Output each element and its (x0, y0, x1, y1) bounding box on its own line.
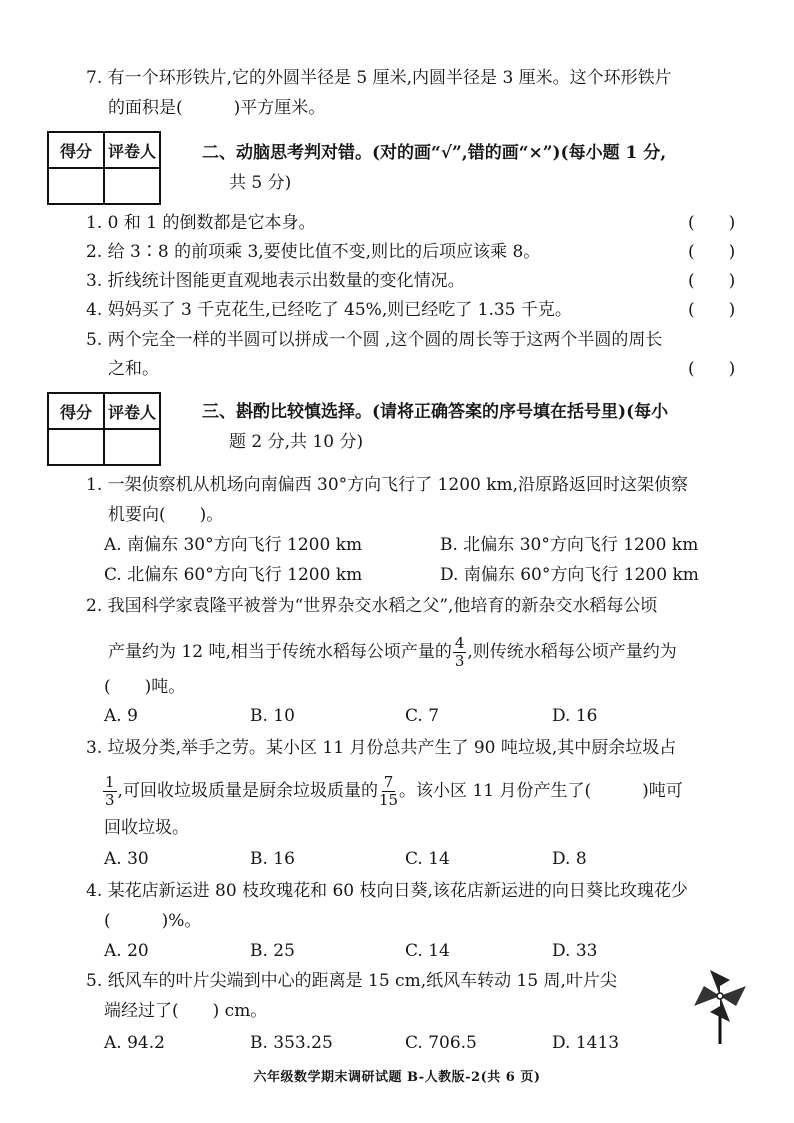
mc-q5-line-1: 5. 纸风车的叶片尖端到中心的距离是 15 cm,纸风车转动 15 周,叶片尖 (86, 971, 617, 991)
judge-item-5-cont: 之和。 (108, 359, 159, 379)
mc-q1-option-c: C. 北偏东 60°方向飞行 1200 km (104, 565, 363, 585)
score-label: 得分 (48, 132, 104, 168)
mc-q3-text-b: 。该小区 11 月份产生了( )吨可 (399, 781, 683, 801)
mc-q2-option-b: B. 10 (250, 706, 295, 726)
mc-q1-option-d: D. 南偏东 60°方向飞行 1200 km (440, 565, 699, 585)
mc-q4-option-b: B. 25 (250, 941, 295, 961)
mc-q4-line-1: 4. 某花店新运进 80 枝玫瑰花和 60 枝向日葵,该花店新运进的向日葵比玫瑰花少 (86, 881, 688, 901)
mc-q4-option-c: C. 14 (405, 941, 450, 961)
mc-q2-option-a: A. 9 (104, 706, 138, 726)
section-3-title-1: 三、斟酌比较慎选择。(请将正确答案的序号填在括号里)(每小 (202, 402, 669, 422)
mc-q3-line-3: 回收垃圾。 (104, 818, 189, 838)
mc-q1-line-2: 机要向( )。 (108, 505, 224, 525)
score-box-section-3 (47, 392, 161, 466)
mc-q2-option-d: D. 16 (552, 706, 598, 726)
answer-paren: ( ) (688, 271, 736, 291)
section-2-title-2: 共 5 分) (229, 173, 292, 193)
score-cell (48, 168, 104, 204)
mc-q3-option-d: D. 8 (552, 849, 587, 869)
mc-q1-option-a: A. 南偏东 30°方向飞行 1200 km (104, 535, 363, 555)
q7-line-2: 的面积是( )平方厘米。 (108, 98, 326, 118)
grader-cell (104, 429, 160, 465)
mc-q4-option-a: A. 20 (104, 941, 149, 961)
mc-q5-option-b: B. 353.25 (250, 1033, 333, 1053)
mc-q1-line-1: 1. 一架侦察机从机场向南偏西 30°方向飞行了 1200 km,沿原路返回时这架侦察 (86, 475, 689, 495)
judge-item-3: 3. 折线统计图能更直观地表示出数量的变化情况。 (86, 271, 465, 291)
page-footer: 六年级数学期末调研试题 B-人教版-2(共 6 页) (253, 1070, 541, 1085)
mc-q5-line-2: 端经过了( ) cm。 (104, 1001, 268, 1021)
answer-paren: ( ) (688, 300, 736, 320)
judge-item-5: 5. 两个完全一样的半圆可以拼成一个圆 ,这个圆的周长等于这两个半圆的周长 (86, 330, 663, 350)
mc-q4-option-d: D. 33 (552, 941, 598, 961)
answer-paren: ( ) (688, 359, 736, 379)
judge-item-1: 1. 0 和 1 的倒数都是它本身。 (86, 213, 316, 233)
fraction-seven-fifteenths (379, 774, 398, 809)
fraction-numerator: 7 (383, 773, 394, 791)
mc-q2-option-c: C. 7 (405, 706, 440, 726)
section-2-title-1: 二、动脑思考判对错。(对的画“√”,错的画“×”)(每小题 1 分, (202, 143, 667, 163)
mc-q2-text-a: 产量约为 12 吨,相当于传统水稻每公顷产量的 (108, 642, 452, 662)
answer-paren: ( ) (688, 213, 736, 233)
fraction-denominator: 15 (378, 791, 399, 809)
pinwheel-icon (690, 966, 750, 1046)
mc-q5-option-c: C. 706.5 (405, 1033, 477, 1053)
mc-q5-option-a: A. 94.2 (104, 1033, 165, 1053)
fraction-numerator: 1 (105, 773, 115, 791)
mc-q2-line-1: 2. 我国科学家袁隆平被誉为“世界杂交水稻之父”,他培育的新杂交水稻每公顷 (86, 596, 658, 616)
mc-q1-option-b: B. 北偏东 30°方向飞行 1200 km (440, 535, 699, 555)
grader-label: 评卷人 (104, 393, 160, 429)
grader-label: 评卷人 (104, 132, 160, 168)
judge-item-4: 4. 妈妈买了 3 千克花生,已经吃了 45%,则已经吃了 1.35 千克。 (86, 300, 572, 320)
mc-q3-option-c: C. 14 (405, 849, 450, 869)
fraction-denominator: 3 (454, 652, 465, 670)
score-label: 得分 (48, 393, 104, 429)
fraction-denominator: 3 (105, 791, 115, 809)
mc-q3-option-a: A. 30 (104, 849, 149, 869)
judge-item-2: 2. 给 3∶8 的前项乘 3,要使比值不变,则比的后项应该乘 8。 (86, 242, 541, 262)
mc-q3-line-2 (102, 771, 683, 811)
mc-q3-line-1: 3. 垃圾分类,举手之劳。某小区 11 月份总共产生了 90 吨垃圾,其中厨余垃圾占 (86, 738, 677, 758)
grader-cell (104, 168, 160, 204)
mc-q4-line-2: ( )%。 (104, 911, 202, 931)
fraction-four-thirds (453, 635, 467, 670)
answer-paren: ( ) (688, 242, 736, 262)
fraction-one-third (103, 774, 117, 809)
q7-line-1: 7. 有一个环形铁片,它的外圆半径是 5 厘米,内圆半径是 3 厘米。这个环形铁片 (86, 68, 672, 88)
mc-q2-line-2 (108, 632, 677, 672)
mc-q2-line-3: ( )吨。 (104, 677, 186, 697)
mc-q2-text-b: ,则传统水稻每公顷产量约为 (467, 642, 677, 662)
mc-q5-option-d: D. 1413 (552, 1033, 620, 1053)
fraction-numerator: 4 (454, 634, 465, 652)
score-box-section-2 (47, 131, 161, 205)
section-3-title-2: 题 2 分,共 10 分) (229, 432, 364, 452)
score-cell (48, 429, 104, 465)
mc-q3-option-b: B. 16 (250, 849, 295, 869)
mc-q3-text-a: ,可回收垃圾质量是厨余垃圾质量的 (117, 781, 378, 801)
